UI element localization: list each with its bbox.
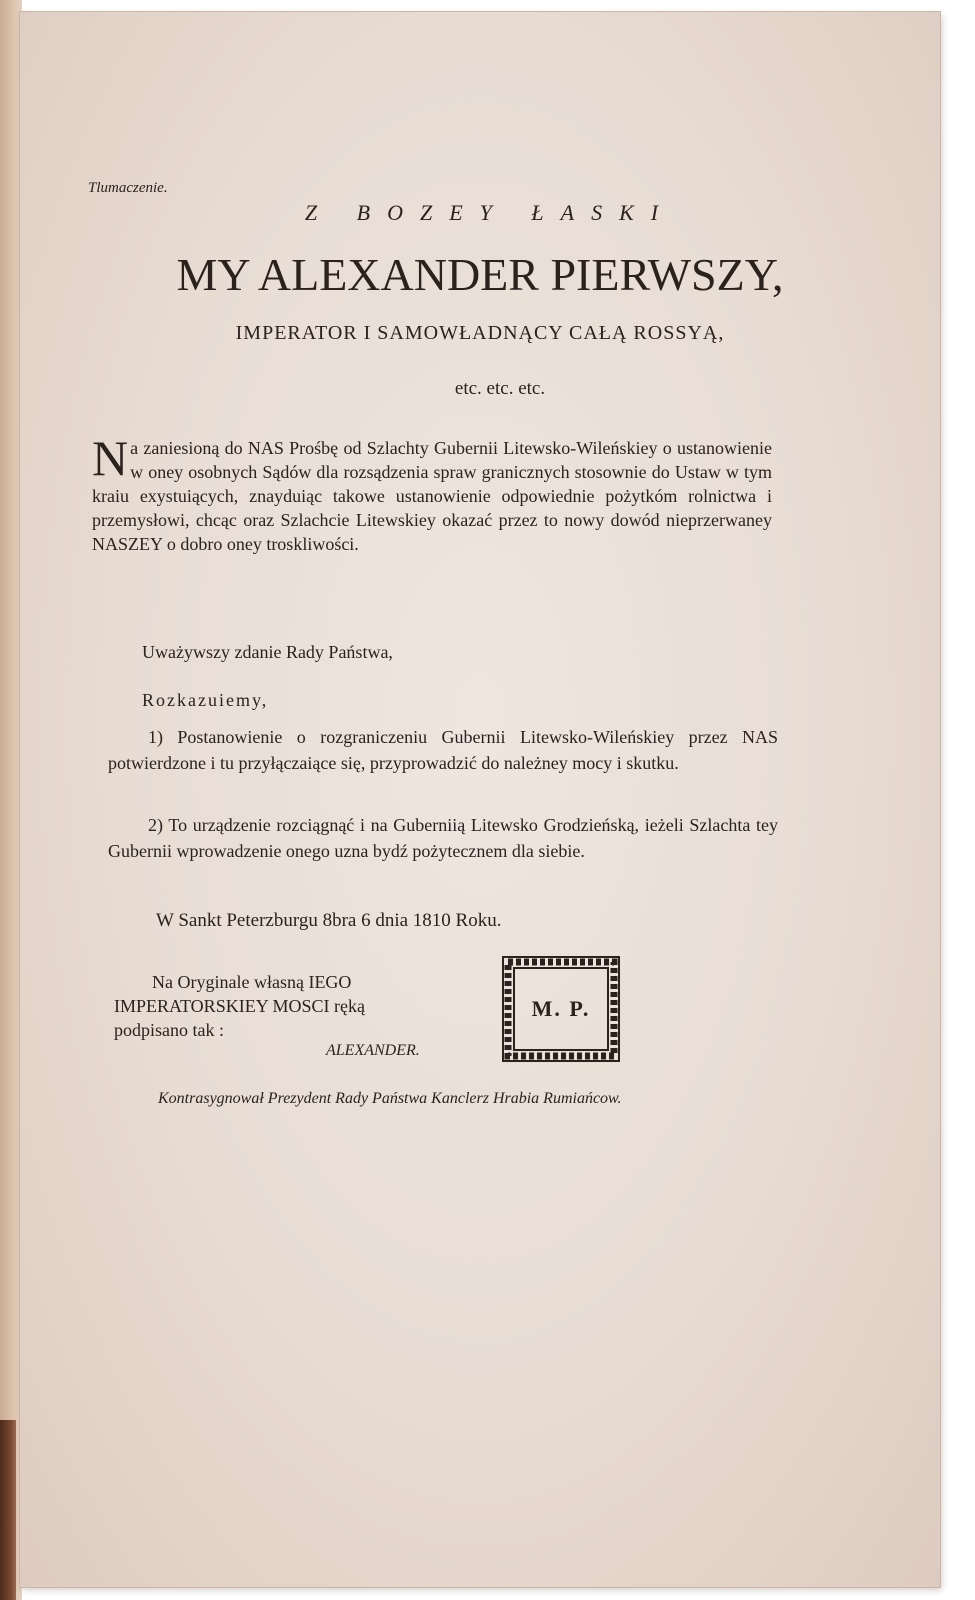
decree-item-1-text: 1) Postanowienie o rozgraniczeniu Gubernii Litewsko-Wileńskiey przez NAS potwierdzone i tu przyłączaiące się, przyprowadzić do należney mocy i skutku. (108, 727, 778, 773)
signature-name: ALEXANDER. (326, 1042, 420, 1059)
translation-note: Tlumaczenie. (88, 180, 168, 196)
preamble-text: a zaniesioną do NAS Prośbę od Szlachty Gubernii Litewsko-Wileńskiey o ustanowienie w oney osobnych Sądów dla rozsądzenia spraw granicznych stosownie do Ustaw w tym kraiu exystuiących, znayduiąc takowe ustanowienie odpowiednie pożytkóm rolnictwa i przemysłowi, chcąc oraz Szlachcie Litewskiey okazać przez to nowy dowód nieprzerwaney NASZEY o dobro oney troskliwości. (92, 438, 772, 554)
signature-note-line-3: podpisano tak : (114, 1020, 224, 1040)
countersignature-line: Kontrasygnował Prezydent Rady Państwa Kanclerz Hrabia Rumiańcow. (158, 1090, 622, 1107)
emperor-name-heading: MY ALEXANDER PIERWSZY, (176, 249, 784, 300)
signature-note-line-1: Na Oryginale własną IEGO (152, 972, 352, 992)
emperor-title: IMPERATOR I SAMOWŁADNĄCY CAŁĄ ROSSYĄ, (235, 322, 725, 344)
manifesto-page (20, 12, 940, 1587)
command-line: Rozkazuiemy, (142, 690, 269, 710)
preamble-paragraph (92, 430, 772, 556)
date-line: W Sankt Peterzburgu 8bra 6 dnia 1810 Roku. (156, 910, 502, 931)
seal-label: M. P. (531, 996, 591, 1021)
leather-binding (0, 1420, 16, 1600)
left-page-edge (0, 0, 22, 1600)
council-line: Uważywszy zdanie Rady Państwa, (142, 642, 393, 662)
decree-item-2-text: 2) To urządzenie rozciągnąć i na Guberniią Litewsko Grodzieńską, ieżeli Szlachta tey Gubernii wprowadzenie onego uzna bydź pożytecznem dla siebie. (108, 815, 778, 861)
decree-item-1 (108, 724, 778, 776)
by-grace-heading: Z BOZEY ŁASKI (304, 200, 676, 225)
decree-item-2 (108, 812, 778, 864)
etc-line: etc. etc. etc. (454, 378, 546, 399)
signature-note-line-2: IMPERATORSKIEY MOSCI ręką (114, 996, 366, 1016)
signature-note (114, 970, 474, 1042)
drop-cap: N (92, 430, 129, 486)
